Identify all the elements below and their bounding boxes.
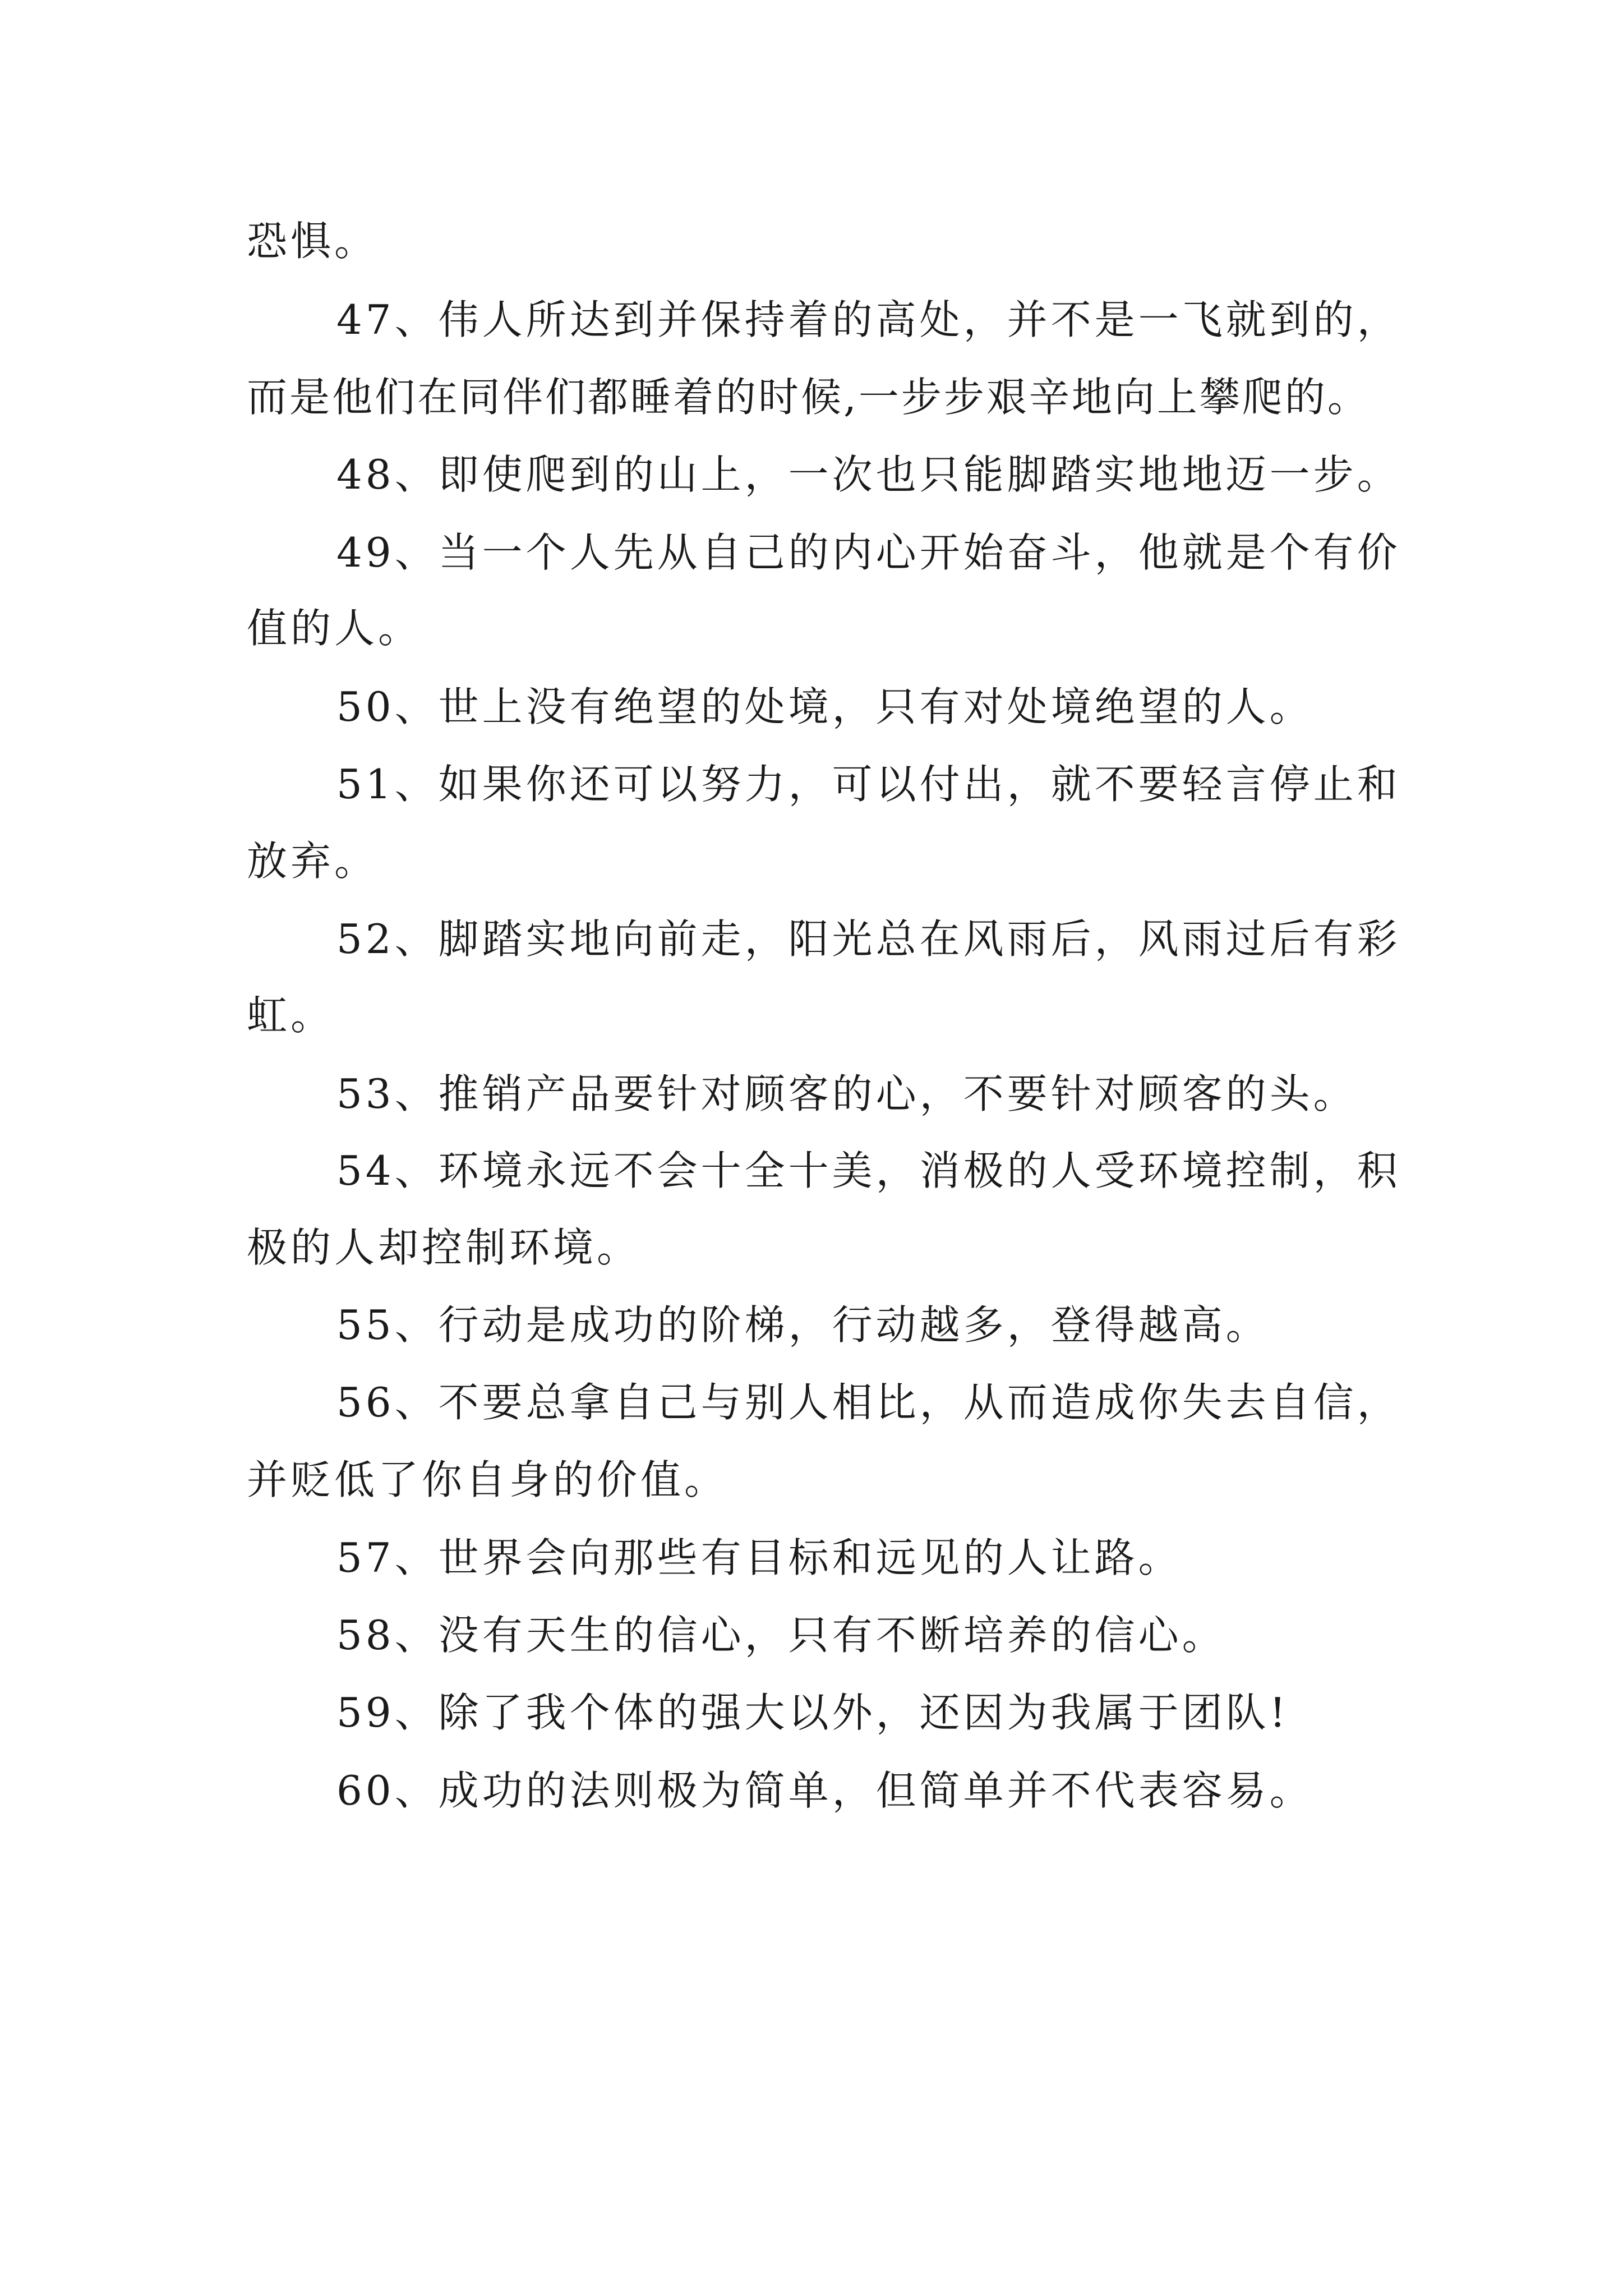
text-line: 54、环境永远不会十全十美，消极的人受环境控制，积	[336, 1147, 1401, 1194]
text-line: 50、世上没有绝望的处境，只有对处境绝望的人。	[336, 683, 1313, 730]
text-line: 51、如果你还可以努力，可以付出，就不要轻言停止和	[336, 761, 1401, 808]
text-line: 58、没有天生的信心，只有不断培养的信心。	[336, 1612, 1226, 1659]
text-line: 53、推销产品要针对顾客的心，不要针对顾客的头。	[336, 1070, 1357, 1117]
text-line: 60、成功的法则极为简单，但简单并不代表容易。	[336, 1767, 1313, 1814]
text-line: 57、世界会向那些有目标和远见的人让路。	[336, 1534, 1182, 1581]
text-line: 放弃。	[247, 838, 379, 885]
text-line: 虹。	[247, 992, 335, 1039]
text-line: 48、即使爬到的山上，一次也只能脚踏实地地迈一步。	[336, 451, 1401, 498]
text-line: 极的人却控制环境。	[247, 1224, 641, 1271]
text-line: 52、脚踏实地向前走，阳光总在风雨后，风雨过后有彩	[336, 915, 1401, 963]
text-line: 47、伟人所达到并保持着的高处，并不是一飞就到的，	[336, 296, 1401, 343]
text-line: 49、当一个人先从自己的内心开始奋斗，他就是个有价	[336, 529, 1401, 576]
text-line: 而是他们在同伴们都睡着的时候,一步步艰辛地向上攀爬的。	[247, 374, 1370, 421]
text-line: 59、除了我个体的强大以外，还因为我属于团队!	[336, 1689, 1289, 1736]
text-line: 恐惧。	[247, 218, 379, 265]
text-line: 并贬低了你自身的价值。	[247, 1456, 728, 1503]
text-line: 56、不要总拿自己与别人相比，从而造成你失去自信，	[336, 1379, 1401, 1426]
text-line: 值的人。	[247, 605, 422, 652]
text-line: 55、行动是成功的阶梯，行动越多，登得越高。	[336, 1301, 1270, 1349]
